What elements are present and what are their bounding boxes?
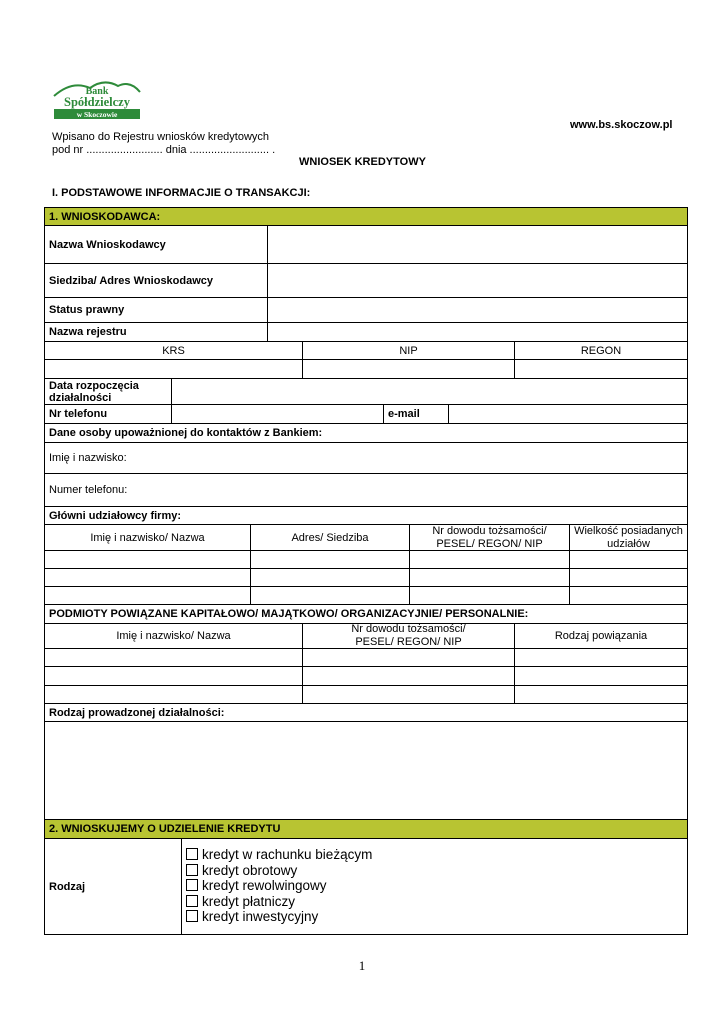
related-heading: PODMIOTY POWIĄZANE KAPITAŁOWO/ MAJĄTKOWO/ ORGANIZACYJNIE/ PERSONALNIE: [49,608,529,620]
credit-option-current-account[interactable]: kredyt w rachunku bieżącym [186,847,683,863]
activity-heading-row [45,704,687,722]
shareholders-heading: Główni udziałowcy firmy: [49,509,182,522]
start-date-row [45,379,687,405]
table-row [45,569,687,587]
credit-type-options [181,839,687,934]
phone-email-row [45,405,687,424]
logo-line2: Spółdzielczy [64,95,130,109]
document-title: WNIOSEK KREDYTOWY [299,156,426,168]
email-label: e-mail [383,405,448,423]
checkbox-icon[interactable] [186,864,198,876]
id-numbers-value-row [45,360,687,379]
table-row [45,686,687,704]
credit-option-revolving[interactable]: kredyt rewolwingowy [186,878,683,894]
shareholders-header-row [45,525,687,551]
table-row [45,649,687,667]
table-row [45,667,687,686]
related-header-row [45,624,687,649]
table-cell[interactable] [409,587,569,604]
contact-heading-row [45,424,687,443]
table-cell[interactable] [250,569,409,586]
table-cell[interactable] [569,569,687,586]
shareholders-col-shares: Wielkość posiadanych udziałów [569,525,687,550]
credit-type-row [45,839,687,935]
phone-field[interactable] [171,405,383,423]
website-text: www.bs.skoczow.pl [570,119,673,131]
id-numbers-header-row [45,342,687,360]
activity-field[interactable] [45,722,687,820]
table-cell[interactable] [45,667,302,685]
credit-option-working-capital[interactable]: kredyt obrotowy [186,863,683,879]
phone-label: Nr telefonu [49,408,108,420]
contact-phone-label: Numer telefonu: [49,484,128,496]
table-cell[interactable] [302,686,514,703]
krs-header: KRS [162,344,185,357]
address-field[interactable] [267,264,687,297]
registry-line-1: Wpisano do Rejestru wniosków kredytowych [52,131,270,143]
credit-option-investment[interactable]: kredyt inwestycyjny [186,909,683,925]
regon-header: REGON [514,342,687,359]
regon-field[interactable] [514,360,687,378]
applicant-heading: 1. WNIOSKODAWCA: [49,210,161,223]
registry-row [45,323,687,342]
checkbox-icon[interactable] [186,879,198,891]
checkbox-icon[interactable] [186,848,198,860]
registry-label: Nazwa rejestru [49,326,127,338]
table-cell[interactable] [409,569,569,586]
credit-option-payment[interactable]: kredyt płatniczy [186,894,683,910]
shareholders-col-name: Imię i nazwisko/ Nazwa [90,531,205,544]
table-cell[interactable] [250,551,409,568]
table-cell[interactable] [302,649,514,666]
registry-line-2: pod nr ......................... dnia .......................... . [52,144,276,156]
logo-line1: Bank [85,86,109,97]
legal-status-field[interactable] [267,298,687,322]
activity-label: Rodzaj prowadzonej działalności: [49,706,225,719]
start-date-label: Data rozpoczęcia działalności [49,379,139,404]
contact-name-label: Imię i nazwisko: [49,452,127,464]
credit-type-label: Rodzaj [49,880,86,893]
shareholders-col-id: Nr dowodu tożsamości/ PESEL/ REGON/ NIP [409,525,569,550]
table-cell[interactable] [514,667,687,685]
table-cell[interactable] [409,551,569,568]
legal-status-label: Status prawny [49,304,125,316]
start-date-field[interactable] [171,379,687,404]
nip-header: NIP [302,342,514,359]
registry-field[interactable] [267,323,687,341]
applicant-heading-row [45,207,687,226]
checkbox-icon[interactable] [186,895,198,907]
shareholders-col-address: Adres/ Siedziba [250,525,409,550]
table-cell[interactable] [514,649,687,666]
contact-phone-row[interactable] [45,474,687,507]
contact-heading: Dane osoby upoważnionej do kontaktów z Bankiem: [49,427,323,439]
table-cell[interactable] [569,551,687,568]
table-cell[interactable] [302,667,514,685]
shareholders-heading-row [45,507,687,525]
legal-status-row [45,298,687,323]
table-cell[interactable] [45,587,250,604]
table-row [45,551,687,569]
checkbox-icon[interactable] [186,910,198,922]
address-row [45,264,687,298]
application-form [44,207,688,935]
address-label: Siedziba/ Adres Wnioskodawcy [49,274,214,287]
credit-heading-row [45,820,687,839]
krs-field[interactable] [45,360,302,378]
nip-field[interactable] [302,360,514,378]
table-cell[interactable] [45,686,302,703]
bank-logo [52,76,142,120]
table-cell[interactable] [569,587,687,604]
table-cell[interactable] [45,649,302,666]
credit-heading: 2. WNIOSKUJEMY O UDZIELENIE KREDYTU [49,823,281,835]
page-number: 1 [358,958,366,973]
name-label: Nazwa Wnioskodawcy [49,238,166,251]
table-cell[interactable] [45,551,250,568]
section-heading: I. PODSTAWOWE INFORMACJIE O TRANSAKCJI: [52,187,311,199]
related-col-relation: Rodzaj powiązania [514,624,687,648]
contact-name-row[interactable] [45,443,687,474]
logo-line3: w Skoczowie [76,110,118,119]
related-heading-row [45,605,687,624]
related-col-id: Nr dowodu tożsamości/ PESEL/ REGON/ NIP [302,624,514,648]
table-row [45,587,687,605]
email-field[interactable] [448,405,687,423]
table-cell[interactable] [250,587,409,604]
name-row [45,226,687,264]
table-cell[interactable] [45,569,250,586]
name-field[interactable] [267,226,687,263]
table-cell[interactable] [514,686,687,703]
related-col-name: Imię i nazwisko/ Nazwa [116,630,231,642]
